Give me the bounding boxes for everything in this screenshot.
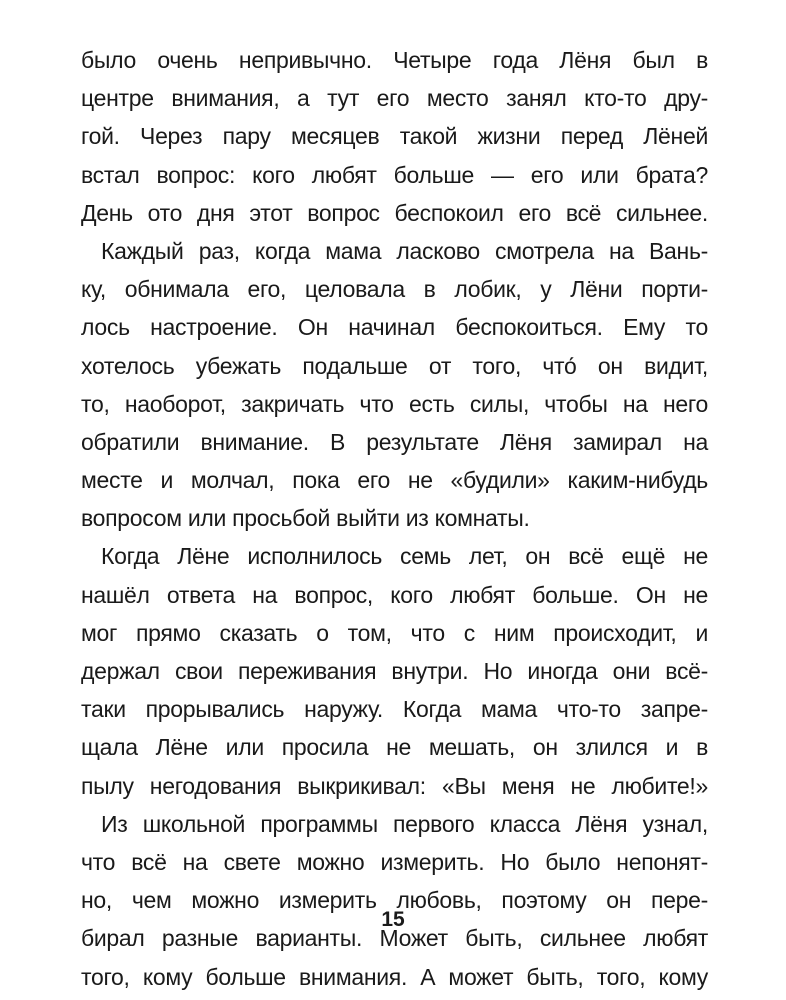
body-text [81, 41, 708, 996]
text-line: держал свои переживания внутри. Но иногда они всё- [81, 658, 708, 684]
text-line: того, кому больше внимания. А может быть, того, кому [81, 963, 708, 990]
text-line: пылу негодования выкрикивал: «Вы меня не любите!» [81, 772, 708, 799]
text-line: таки прорывались наружу. Когда мама что-то запре- [81, 696, 708, 723]
text-line: ку, обнимала его, целовала в лобик, у Лёни порти- [81, 276, 708, 303]
text-line: хотелось убежать подальше от того, что́ он видит, [81, 352, 708, 379]
page-number: 15 [381, 908, 405, 931]
text-line: щала Лёне или просила не мешать, он злился и в [81, 734, 708, 761]
text-line: День ото дня этот вопрос беспокоил его всё сильнее. [81, 199, 708, 226]
text-line: месте и молчал, пока его не «будили» каким-нибудь [81, 467, 708, 494]
text-line: было очень непривычно. Четыре года Лёня был в [81, 47, 708, 73]
text-line: Когда Лёне исполнилось семь лет, он всё ещё не [101, 543, 708, 570]
text-line: вопросом или просьбой выйти из комнаты. [81, 505, 530, 532]
text-line: Из школьной программы первого класса Лёня узнал, [101, 810, 708, 837]
text-line: лось настроение. Он начинал беспокоиться. Ему то [81, 314, 708, 341]
text-line: встал вопрос: кого любят больше — его или брата? [81, 161, 708, 188]
text-line: что всё на свете можно измерить. Но было непонят- [81, 848, 708, 875]
text-line: но, чем можно измерить любовь, поэтому он пере- [81, 887, 708, 914]
text-line: нашёл ответа на вопрос, кого любят больше. Он не [81, 581, 708, 608]
text-line: Каждый раз, когда мама ласково смотрела на Вань- [101, 237, 708, 264]
text-line: гой. Через пару месяцев такой жизни перед Лёней [81, 123, 708, 150]
text-line: обратили внимание. В результате Лёня замирал на [81, 428, 708, 455]
text-line: то, наоборот, закричать что есть силы, чтобы на него [81, 390, 708, 417]
text-line: мог прямо сказать о том, что с ним происходит, и [81, 619, 708, 646]
text-line: центре внимания, а тут его место занял кто-то дру- [81, 85, 708, 112]
text-line: бирал разные варианты. Может быть, сильнее любят [81, 925, 708, 952]
